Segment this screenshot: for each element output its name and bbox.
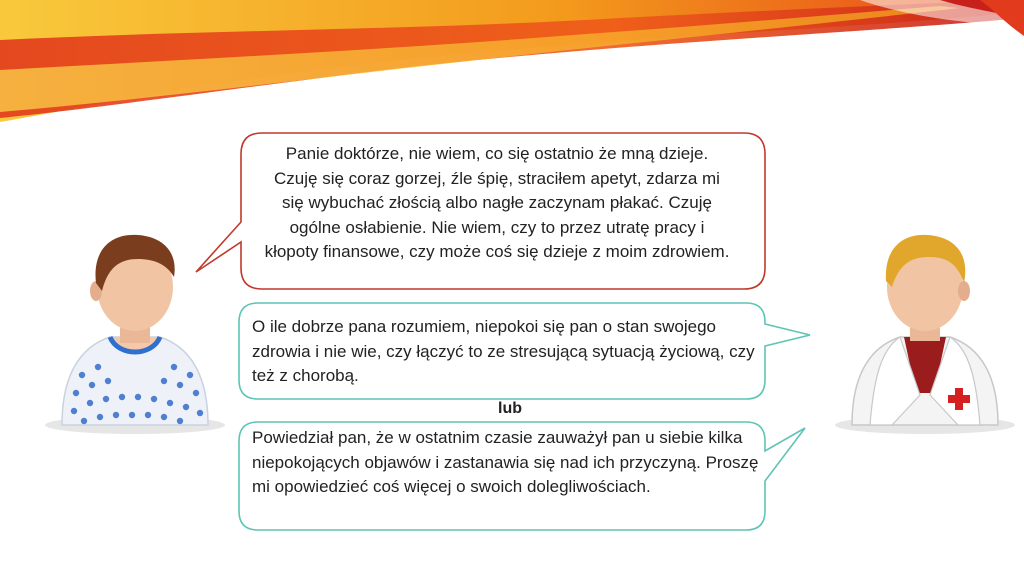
doctor-speech-bubble-1 [238, 302, 766, 400]
patient-statement-text: Panie doktórze, nie wiem, co się ostatnio że mną dzieje. Czuję się coraz gorzej, źle śpię, straciłem apetyt, zdarza mi się wybuchać złością albo nagłe zaczynam płakać. Czuję ogólne osłabienie. Nie wiem, czy to przez utratę pracy i kłopoty finansowe, czy może coś się dzieje z moim zdrowiem. [264, 144, 730, 261]
doctor-response-1-text: O ile dobrze pana rozumiem, niepokoi się pan o stan swojego zdrowia i nie wie, czy łączyć to ze stresującą sytuacją życiową, czy też z chorobą. [252, 317, 755, 385]
patient-speech-bubble [240, 132, 766, 290]
doctor-icon [830, 225, 1020, 435]
doctor-response-2-text: Powiedział pan, że w ostatnim czasie zauważył pan u siebie kilka niepokojących objawów i zastanawia się nad ich przyczyną. Proszę mi opowiedzieć coś więcej o swoich dolegliwościach. [252, 428, 759, 496]
or-label: lub [498, 400, 522, 417]
doctor-speech-bubble-2 [238, 421, 766, 531]
patient-icon [40, 225, 230, 435]
decorative-banner [0, 0, 1024, 130]
